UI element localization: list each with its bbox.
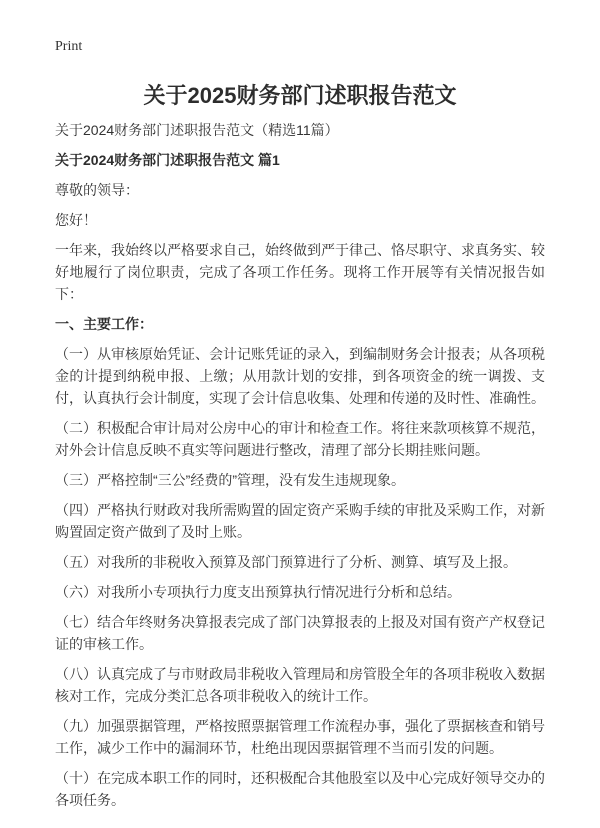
work-item-8: （八）认真完成了与市财政局非税收入管理局和房管股全年的各项非税收入数据核对工作，完成分类汇总各项非税收入的统计工作。 [55, 666, 545, 704]
work-item-4: （四）严格执行财政对我所需购置的固定资产采购手续的审批及采购工作，对新购置固定资产做到了及时上账。 [55, 502, 545, 540]
main-work-heading: 一、主要工作： [55, 316, 153, 332]
print-link[interactable]: Print [55, 39, 83, 54]
work-item-9: （九）加强票据管理，严格按照票据管理工作流程办事，强化了票据核查和销号工作，减少工作中的漏洞环节，杜绝出现因票据管理不当而引发的问题。 [55, 718, 545, 756]
work-item-7: （七）结合年终财务决算报表完成了部门决算报表的上报及对国有资产产权登记证的审核工作。 [55, 614, 545, 652]
section-heading: 关于2024财务部门述职报告范文 篇1 [55, 152, 280, 168]
page-title: 关于2025财务部门述职报告范文 [143, 83, 457, 108]
work-item-5: （五）对我所的非税收入预算及部门预算进行了分析、测算、填写及上报。 [55, 554, 517, 570]
work-item-6: （六）对我所小专项执行力度支出预算执行情况进行分析和总结。 [55, 584, 461, 600]
greeting-line: 您好！ [55, 212, 97, 228]
salutation-line: 尊敬的领导： [55, 182, 139, 198]
work-item-3: （三）严格控制“三公”经费的”管理，没有发生违规现象。 [55, 472, 405, 488]
work-item-2: （二）积极配合审计局对公房中心的审计和检查工作。将往来款项核算不规范，对外会计信息反映不真实等问题进行整改，清理了部分长期挂账问题。 [55, 420, 545, 458]
intro-paragraph: 一年来，我始终以严格要求自己，始终做到严于律己、恪尽职守、求真务实、较好地履行了岗位职责，完成了各项工作任务。现将工作开展等有关情况报告如下： [55, 242, 545, 302]
work-item-1: （一）从审核原始凭证、会计记账凭证的录入，到编制财务会计报表；从各项税金的计提到纳税申报、上缴；从用款计划的安排，到各项资金的统一调拨、支付，认真执行会计制度，实现了会计信息收集、处理和传递的及时性、准确性。 [55, 346, 545, 406]
work-item-10: （十）在完成本职工作的同时，还积极配合其他股室以及中心完成好领导交办的各项任务。 [55, 770, 545, 808]
document-subtitle: 关于2024财务部门述职报告范文（精选11篇） [55, 122, 339, 138]
